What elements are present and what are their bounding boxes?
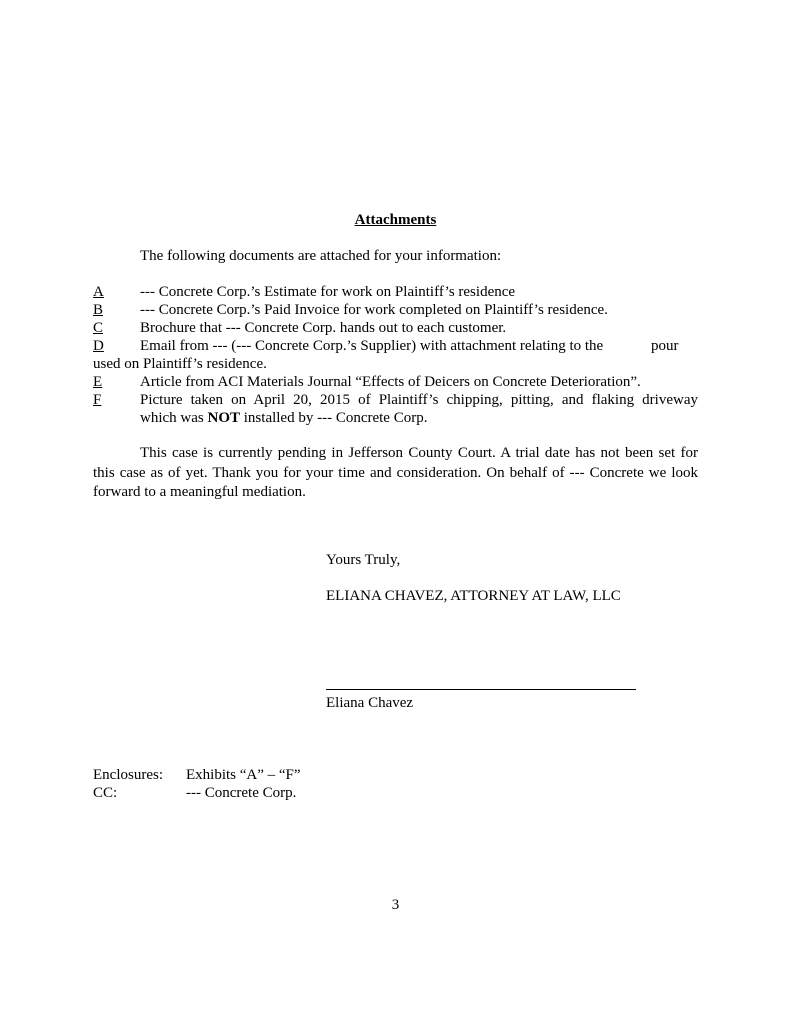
enclosures-label: Enclosures: bbox=[93, 767, 163, 783]
attachment-text-f-continuation bbox=[140, 410, 427, 427]
attachments-heading: Attachments bbox=[354, 212, 437, 228]
attachment-letter-b: B bbox=[93, 302, 104, 318]
attachment-letter-c: C bbox=[93, 320, 104, 336]
firm-name: ELIANA CHAVEZ, ATTORNEY AT LAW, LLC bbox=[326, 588, 621, 604]
attachment-letter-d: D bbox=[93, 338, 104, 354]
intro-text: The following documents are attached for your information: bbox=[140, 248, 502, 264]
attachment-text-a: --- Concrete Corp.’s Estimate for work on Plaintiff’s residence bbox=[140, 284, 516, 300]
closing-text: Yours Truly, bbox=[326, 552, 401, 568]
attachment-text-b: --- Concrete Corp.’s Paid Invoice for work completed on Plaintiff’s residence. bbox=[140, 302, 608, 318]
case-status-paragraph bbox=[93, 444, 698, 503]
attachment-letter-e: E bbox=[93, 374, 103, 390]
attachment-letter-f: F bbox=[93, 392, 102, 408]
attachment-text-c: Brochure that --- Concrete Corp. hands out to each customer. bbox=[140, 320, 507, 336]
case-status-text: This case is currently pending in Jefferson County Court. A trial date has not been set for this case as of yet. Thank you for your time and consideration. On behalf of --- Concrete we look forward to a meaningful mediation. bbox=[93, 445, 698, 500]
attachment-text-d-tail: pour bbox=[651, 338, 679, 354]
cc-value: --- Concrete Corp. bbox=[186, 785, 297, 801]
attachment-text-e: Article from ACI Materials Journal “Effects of Deicers on Concrete Deterioration”. bbox=[140, 374, 641, 390]
signature-line bbox=[326, 689, 636, 690]
attachment-letter-a: A bbox=[93, 284, 104, 300]
attachment-text-d-continuation: used on Plaintiff’s residence. bbox=[93, 356, 267, 372]
enclosures-value: Exhibits “A” – “F” bbox=[186, 767, 301, 783]
continuation-after: installed by --- Concrete Corp. bbox=[243, 410, 428, 426]
signer-name: Eliana Chavez bbox=[326, 695, 414, 711]
not-emphasis: NOT bbox=[207, 410, 241, 426]
continuation-before: which was bbox=[140, 410, 204, 426]
attachment-text-d: Email from --- (--- Concrete Corp.’s Supplier) with attachment relating to the bbox=[140, 338, 604, 354]
cc-label: CC: bbox=[93, 785, 118, 801]
attachment-text-f: Picture taken on April 20, 2015 of Plaintiff’s chipping, pitting, and flaking driveway bbox=[140, 392, 698, 408]
page-number: 3 bbox=[391, 897, 400, 913]
